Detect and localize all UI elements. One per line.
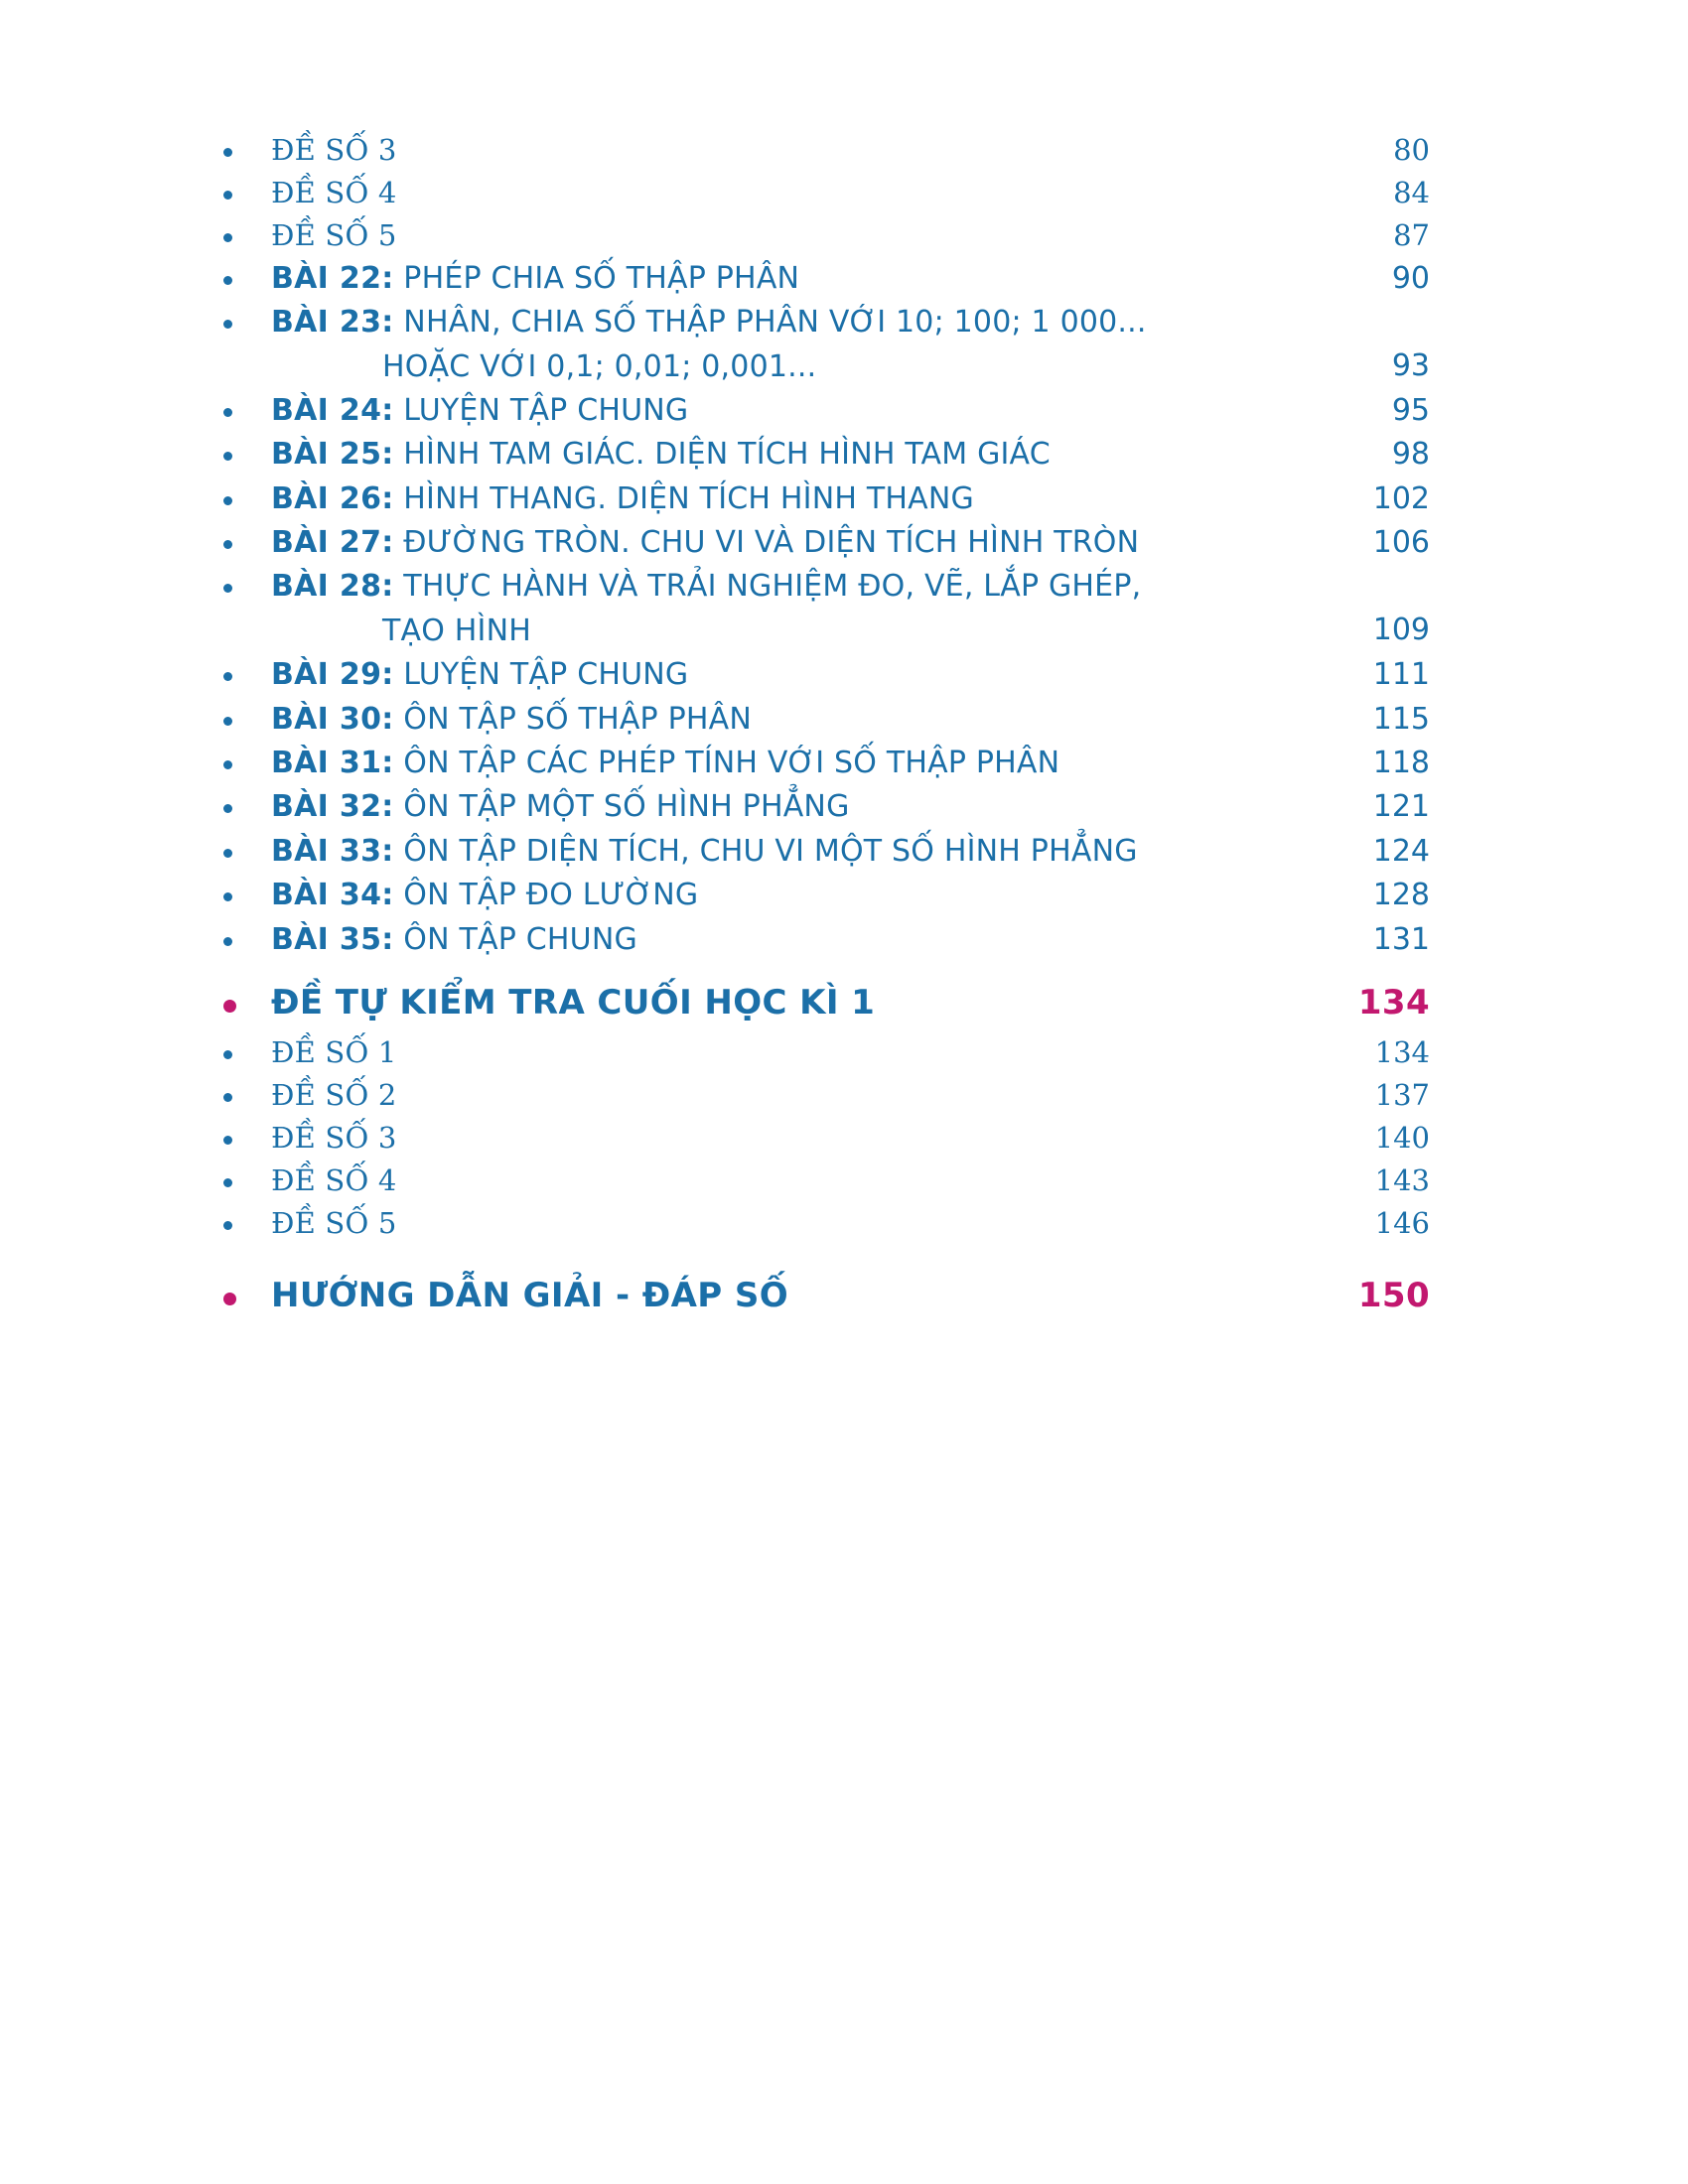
toc-entry-tag: BÀI 24: <box>271 392 394 428</box>
toc-bullet-cell <box>223 565 271 593</box>
toc-bullet-cell <box>223 1160 271 1187</box>
toc-row[interactable] <box>223 874 1430 917</box>
toc-entry-label[interactable] <box>271 742 1281 785</box>
toc-entry-label[interactable] <box>271 301 1281 389</box>
toc-bullet-cell <box>223 214 271 242</box>
toc-entry-title: ĐỀ SỐ 4 <box>271 175 397 209</box>
bullet-icon <box>223 408 232 417</box>
toc-entry-title: THỰC HÀNH VÀ TRẢI NGHIỆM ĐO, VẼ, LẮP GHÉP, <box>403 569 1142 605</box>
toc-entry-label[interactable] <box>271 214 1281 257</box>
toc-row[interactable] <box>223 301 1430 389</box>
toc-entry-page-number: 93 <box>1391 348 1430 384</box>
toc-entry-label[interactable] <box>271 1074 1281 1117</box>
toc-bullet-cell <box>223 301 271 329</box>
toc-entry-label[interactable] <box>271 1160 1281 1202</box>
toc-row[interactable] <box>223 433 1430 477</box>
toc-entry-page-number: 87 <box>1393 217 1430 252</box>
bullet-icon <box>223 276 232 285</box>
toc-row[interactable] <box>223 1031 1430 1074</box>
toc-entry-label[interactable] <box>271 918 1281 962</box>
toc-entry-tag: BÀI 27: <box>271 525 394 561</box>
toc-entry-label[interactable] <box>271 172 1281 214</box>
toc-entry-tag: BÀI 28: <box>271 569 394 605</box>
toc-entry-label[interactable] <box>271 874 1281 917</box>
bullet-icon <box>223 1221 232 1230</box>
toc-bullet-cell <box>223 830 271 858</box>
toc-row[interactable] <box>223 653 1430 697</box>
toc-entry-page-number: 111 <box>1372 657 1430 693</box>
toc-entry-title: ÔN TẬP DIỆN TÍCH, CHU VI MỘT SỐ HÌNH PHẲNG <box>403 833 1138 869</box>
toc-entry-title: LUYỆN TẬP CHUNG <box>403 392 689 428</box>
toc-bullet-cell <box>223 698 271 726</box>
bullet-icon <box>223 452 232 461</box>
toc-entry-page-number: 131 <box>1372 921 1430 957</box>
toc-entry-label[interactable] <box>271 1202 1281 1245</box>
bullet-icon <box>223 584 232 593</box>
toc-row[interactable] <box>223 1271 1430 1320</box>
toc-entry-page-number: 84 <box>1393 175 1430 209</box>
toc-entry-title: ÔN TẬP CÁC PHÉP TÍNH VỚI SỐ THẬP PHÂN <box>403 746 1060 781</box>
toc-bullet-cell <box>223 1117 271 1145</box>
toc-entry-page-number: 80 <box>1393 133 1430 167</box>
toc-entry-label[interactable] <box>271 478 1281 521</box>
bullet-icon <box>223 1136 232 1145</box>
toc-row[interactable] <box>223 565 1430 653</box>
toc-entry-title: NHÂN, CHIA SỐ THẬP PHÂN VỚI 10; 100; 1 000... <box>403 305 1147 341</box>
toc-entry-label[interactable] <box>271 257 1281 301</box>
toc-bullet-cell <box>223 918 271 946</box>
toc-bullet-cell <box>223 172 271 200</box>
toc-entry-title: ĐỀ SỐ 4 <box>271 1163 397 1197</box>
toc-entry-label[interactable] <box>271 389 1281 433</box>
toc-bullet-cell <box>223 257 271 285</box>
toc-bullet-cell <box>223 978 271 1013</box>
toc-entry-title: ĐƯỜNG TRÒN. CHU VI VÀ DIỆN TÍCH HÌNH TRÒN <box>403 525 1140 561</box>
toc-entry-page-number: 98 <box>1391 437 1430 473</box>
toc-entry-page-number: 134 <box>1374 1035 1430 1070</box>
toc-entry-label[interactable] <box>271 129 1281 172</box>
toc-entry-tag: BÀI 32: <box>271 789 394 825</box>
toc-bullet-cell <box>223 742 271 769</box>
bullet-icon <box>223 191 232 200</box>
toc-row[interactable] <box>223 978 1430 1027</box>
toc-row[interactable] <box>223 918 1430 962</box>
bullet-icon <box>223 849 232 858</box>
bullet-icon <box>223 892 232 901</box>
toc-entry-tag: BÀI 35: <box>271 921 394 957</box>
toc-entry-tag: BÀI 29: <box>271 657 394 693</box>
toc-entry-title: ÔN TẬP MỘT SỐ HÌNH PHẲNG <box>403 789 850 825</box>
toc-row[interactable] <box>223 1202 1430 1245</box>
bullet-icon <box>223 672 232 681</box>
bullet-icon <box>223 804 232 813</box>
toc-entry-tag: BÀI 26: <box>271 480 394 516</box>
toc-entry-title: HÌNH TAM GIÁC. DIỆN TÍCH HÌNH TAM GIÁC <box>403 437 1051 473</box>
toc-bullet-cell <box>223 389 271 417</box>
toc-entry-title-continued: HOẶC VỚI 0,1; 0,01; 0,001... <box>382 348 817 384</box>
toc-entry-title: ĐỀ SỐ 1 <box>271 1035 397 1070</box>
toc-row[interactable] <box>223 785 1430 829</box>
toc-entry-title: ĐỀ SỐ 3 <box>271 1121 397 1156</box>
toc-entry-label[interactable] <box>271 653 1281 697</box>
toc-entry-page-number: 150 <box>1357 1275 1430 1315</box>
bullet-icon <box>223 233 232 242</box>
toc-entry-label[interactable] <box>271 1117 1281 1160</box>
toc-entry-page-number: 124 <box>1372 833 1430 869</box>
toc-entry-label[interactable] <box>271 830 1281 874</box>
toc-entry-label[interactable] <box>271 565 1281 653</box>
bullet-icon <box>223 1178 232 1187</box>
toc-entry-label[interactable] <box>271 785 1281 829</box>
toc-row[interactable] <box>223 172 1430 214</box>
toc-entry-label[interactable] <box>271 698 1281 742</box>
toc-entry-title: ĐỀ SỐ 2 <box>271 1078 397 1113</box>
toc-entry-label[interactable] <box>271 433 1281 477</box>
toc-entry-title: ÔN TẬP CHUNG <box>403 921 637 957</box>
toc-bullet-cell <box>223 1074 271 1102</box>
bullet-icon <box>223 1000 236 1013</box>
toc-row[interactable] <box>223 129 1430 172</box>
toc-row[interactable] <box>223 1117 1430 1160</box>
toc-entry-title: LUYỆN TẬP CHUNG <box>403 657 689 693</box>
toc-entry-page-number: 102 <box>1372 480 1430 516</box>
toc-entry-page-number: 109 <box>1372 613 1430 648</box>
toc-row[interactable] <box>223 257 1430 301</box>
toc-row[interactable] <box>223 742 1430 785</box>
toc-entry-page-number: 95 <box>1391 392 1430 428</box>
toc-entry-page-number: 146 <box>1374 1205 1430 1240</box>
toc-entry-title: HƯỚNG DẪN GIẢI - ĐÁP SỐ <box>271 1275 789 1315</box>
table-of-contents <box>223 129 1430 1324</box>
bullet-icon <box>223 760 232 769</box>
toc-entry-tag: BÀI 23: <box>271 305 394 341</box>
bullet-icon <box>223 496 232 505</box>
toc-entry-tag: BÀI 34: <box>271 878 394 913</box>
toc-entry-page-number: 90 <box>1391 260 1430 296</box>
toc-entry-label[interactable] <box>271 978 1281 1027</box>
toc-entry-page-number: 143 <box>1374 1163 1430 1197</box>
bullet-icon <box>223 540 232 549</box>
toc-entry-tag: BÀI 30: <box>271 701 394 737</box>
toc-entry-tag: BÀI 25: <box>271 437 394 473</box>
toc-row[interactable] <box>223 214 1430 257</box>
toc-row[interactable] <box>223 1160 1430 1202</box>
bullet-icon <box>223 320 232 329</box>
bullet-icon <box>223 1050 232 1059</box>
toc-entry-title: ĐỀ SỐ 5 <box>271 217 397 252</box>
toc-entry-page-number: 121 <box>1372 789 1430 825</box>
toc-row[interactable] <box>223 389 1430 433</box>
toc-bullet-cell <box>223 1031 271 1059</box>
toc-row[interactable] <box>223 698 1430 742</box>
toc-bullet-cell <box>223 433 271 461</box>
toc-entry-title: ÔN TẬP SỐ THẬP PHÂN <box>403 701 753 737</box>
toc-entry-page-number: 134 <box>1357 982 1430 1023</box>
toc-entry-page-number: 137 <box>1374 1078 1430 1113</box>
toc-bullet-cell <box>223 1202 271 1230</box>
toc-entry-title: ĐỀ TỰ KIỂM TRA CUỐI HỌC KÌ 1 <box>271 982 876 1023</box>
toc-entry-label[interactable] <box>271 1031 1281 1074</box>
toc-entry-tag: BÀI 22: <box>271 260 394 296</box>
toc-bullet-cell <box>223 129 271 157</box>
toc-row[interactable] <box>223 830 1430 874</box>
toc-entry-tag: BÀI 31: <box>271 746 394 781</box>
toc-entry-label[interactable] <box>271 1271 1281 1320</box>
toc-entry-page-number: 128 <box>1372 878 1430 913</box>
toc-entry-title: ĐỀ SỐ 5 <box>271 1205 397 1240</box>
toc-entry-title: ĐỀ SỐ 3 <box>271 133 397 167</box>
toc-row[interactable] <box>223 1074 1430 1117</box>
toc-row[interactable] <box>223 478 1430 521</box>
bullet-icon <box>223 1093 232 1102</box>
toc-entry-title: ÔN TẬP ĐO LƯỜNG <box>403 878 699 913</box>
toc-bullet-cell <box>223 874 271 901</box>
toc-bullet-cell <box>223 1271 271 1305</box>
toc-entry-page-number: 140 <box>1374 1121 1430 1156</box>
bullet-icon <box>223 717 232 726</box>
bullet-icon <box>223 1293 236 1305</box>
toc-entry-page-number: 106 <box>1372 525 1430 561</box>
bullet-icon <box>223 148 232 157</box>
toc-entry-page-number: 115 <box>1372 701 1430 737</box>
toc-entry-title-continued: TẠO HÌNH <box>382 613 532 648</box>
toc-bullet-cell <box>223 478 271 505</box>
bullet-icon <box>223 937 232 946</box>
toc-entry-tag: BÀI 33: <box>271 833 394 869</box>
toc-bullet-cell <box>223 521 271 549</box>
toc-entry-label[interactable] <box>271 521 1281 565</box>
toc-bullet-cell <box>223 653 271 681</box>
toc-row[interactable] <box>223 521 1430 565</box>
toc-bullet-cell <box>223 785 271 813</box>
toc-entry-title: PHÉP CHIA SỐ THẬP PHÂN <box>403 260 800 296</box>
toc-entry-title: HÌNH THANG. DIỆN TÍCH HÌNH THANG <box>403 480 974 516</box>
toc-entry-page-number: 118 <box>1372 746 1430 781</box>
